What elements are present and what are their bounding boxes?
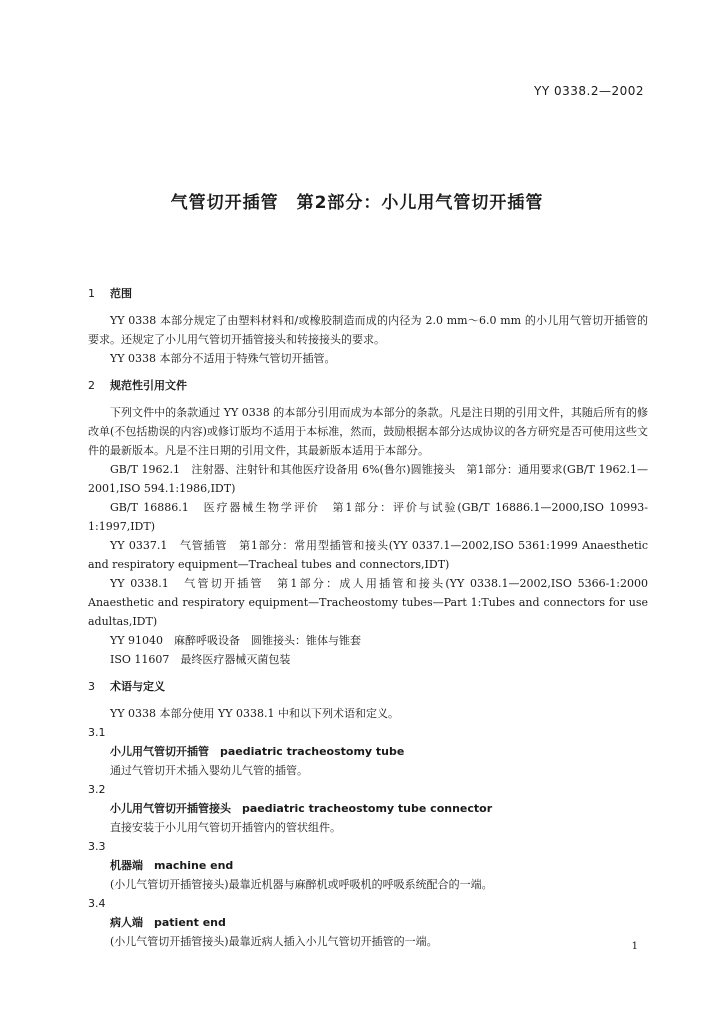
section-title: 术语与定义 bbox=[110, 680, 165, 693]
term-definition: 直接安装于小儿用气管切开插管内的管状组件。 bbox=[110, 821, 341, 834]
section-2-heading bbox=[88, 376, 648, 395]
document-title: 气管切开插管 第2部分：小儿用气管切开插管 bbox=[170, 193, 544, 213]
reference-item: GB/T 16886.1 医疗器械生物学评价 第1部分：评价与试验(GB/T 16886.1—2000,ISO 10993-1:1997,IDT) bbox=[88, 501, 648, 533]
section-title: 范围 bbox=[110, 287, 132, 300]
reference-item: YY 0337.1 气管插管 第1部分：常用型插管和接头(YY 0337.1—2002,ISO 5361:1999 Anaesthetic and respiratory equipment—Tracheal tubes and connectors,IDT) bbox=[88, 539, 648, 571]
term-definition: (小儿气管切开插管接头)最靠近机器与麻醉机或呼吸机的呼吸系统配合的一端。 bbox=[110, 878, 493, 891]
document-code: YY 0338.2—2002 bbox=[533, 84, 644, 98]
reference-item: ISO 11607 最终医疗器械灭菌包装 bbox=[110, 653, 291, 666]
term-name: 小儿用气管切开插管 paediatric tracheostomy tube bbox=[110, 745, 405, 758]
section-number: 1 bbox=[88, 287, 95, 300]
reference-item: YY 91040 麻醉呼吸设备 圆锥接头：锥体与锥套 bbox=[110, 634, 362, 647]
section-number: 2 bbox=[88, 379, 95, 392]
term-definition: (小儿气管切开插管接头)最靠近病人插入小儿气管切开插管的一端。 bbox=[110, 935, 438, 948]
reference-item: GB/T 1962.1 注射器、注射针和其他医疗设备用 6%(鲁尔)圆锥接头 第1部分：通用要求(GB/T 1962.1—2001,ISO 594.1:1986,IDT) bbox=[88, 463, 648, 495]
terms-intro: YY 0338 本部分使用 YY 0338.1 中和以下列术语和定义。 bbox=[110, 707, 400, 720]
page-number: 1 bbox=[631, 941, 638, 952]
term-definition: 通过气管切开术插入婴幼儿气管的插管。 bbox=[110, 764, 308, 777]
section-3-heading bbox=[88, 677, 648, 696]
document-body bbox=[88, 284, 648, 951]
section-title: 规范性引用文件 bbox=[110, 379, 187, 392]
term-number: 3.2 bbox=[88, 783, 106, 796]
term-name: 病人端 patient end bbox=[110, 916, 226, 929]
term-number: 3.3 bbox=[88, 840, 106, 853]
term-name: 小儿用气管切开插管接头 paediatric tracheostomy tube connector bbox=[110, 802, 493, 815]
section-number: 3 bbox=[88, 680, 95, 693]
term-name: 机器端 machine end bbox=[110, 859, 234, 872]
term-number: 3.4 bbox=[88, 897, 106, 910]
scope-paragraph: YY 0338 本部分规定了由塑料材料和/或橡胶制造而成的内径为 2.0 mm～6.0 mm 的小儿用气管切开插管的要求。还规定了小儿用气管切开插管接头和转接接头的要求。 bbox=[88, 314, 648, 346]
scope-paragraph: YY 0338 本部分不适用于特殊气管切开插管。 bbox=[110, 352, 336, 365]
section-1-heading bbox=[88, 284, 648, 303]
references-intro: 下列文件中的条款通过 YY 0338 的本部分引用而成为本部分的条款。凡是注日期的引用文件，其随后所有的修改单(不包括勘误的内容)或修订版均不适用于本标准，然而，鼓励根据本部分达成协议的各方研究是否可使用这些文件的最新版本。凡是不注日期的引用文件，其最新版本适用于本部分。 bbox=[88, 406, 648, 457]
reference-item: YY 0338.1 气管切开插管 第1部分：成人用插管和接头(YY 0338.1—2002,ISO 5366-1:2000 Anaesthetic and respiratory equipment—Tracheostomy tubes—Part 1:Tubes and connectors for use adultas,IDT) bbox=[88, 577, 648, 628]
term-number: 3.1 bbox=[88, 726, 106, 739]
